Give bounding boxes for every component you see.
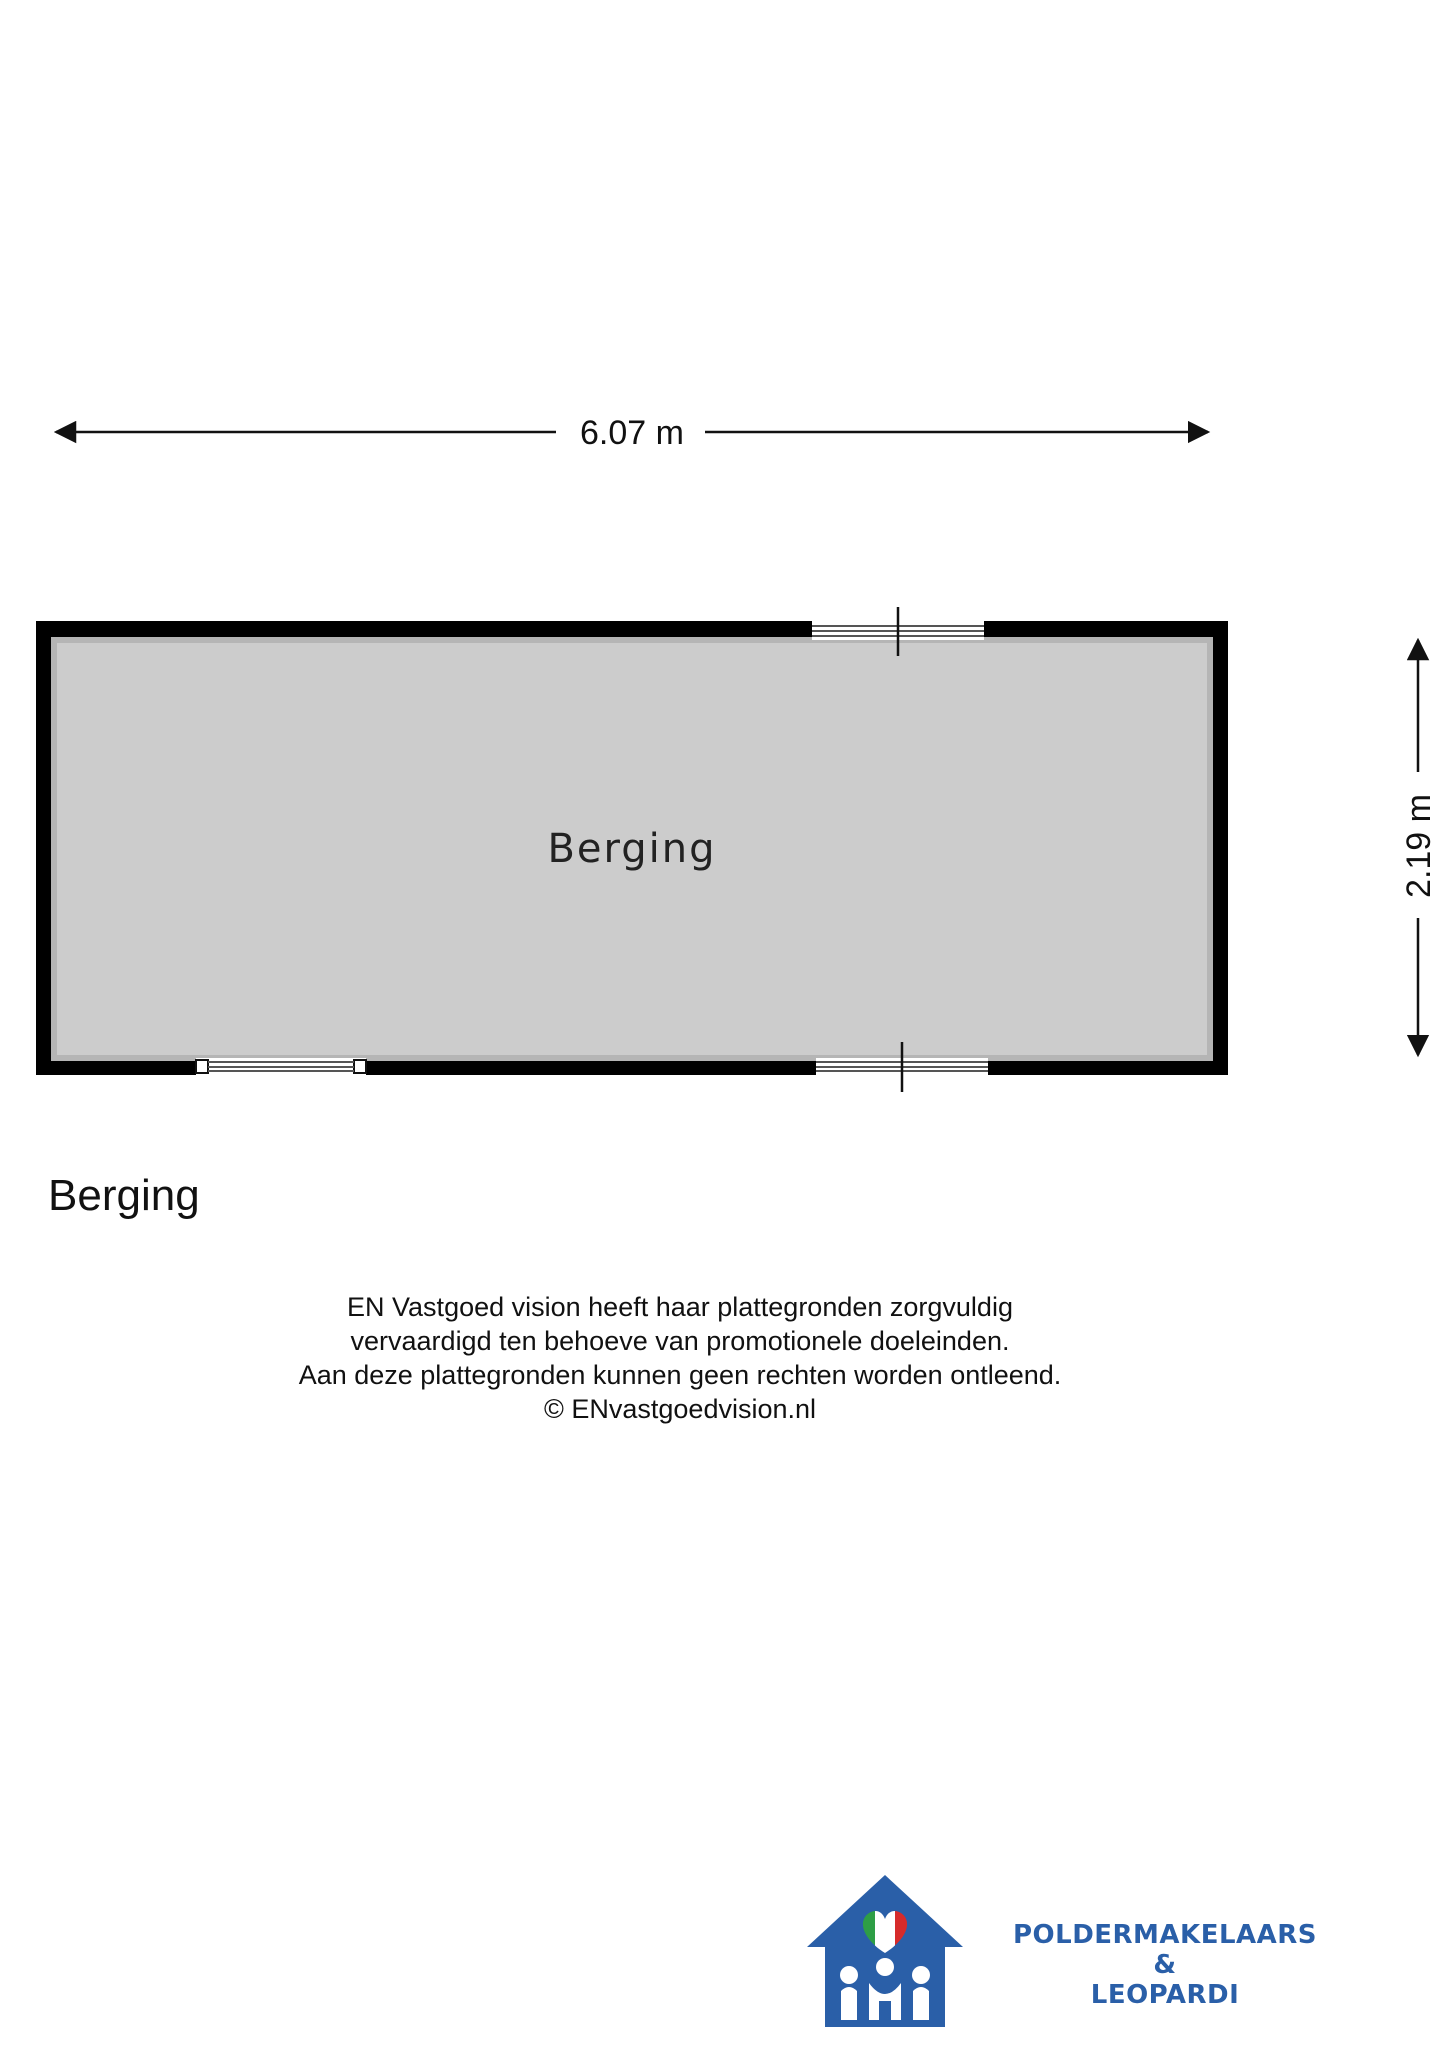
width-dimension xyxy=(56,414,1208,452)
brand-line-1: POLDERMAKELAARS xyxy=(1012,1920,1318,1950)
disclaimer-line: Aan deze plattegronden kunnen geen rechten worden ontleend. xyxy=(298,1360,1062,1390)
disclaimer-line: EN Vastgoed vision heeft haar plattegronden zorgvuldig xyxy=(347,1292,1013,1322)
disclaimer-line: vervaardigd ten behoeve van promotionele doeleinden. xyxy=(350,1326,1010,1356)
width-dimension-label: 6.07 m xyxy=(580,414,684,452)
depth-dimension xyxy=(1400,640,1438,1055)
brand-name xyxy=(1000,1920,1330,2010)
house-with-heart-icon xyxy=(785,1855,985,2035)
room-label: Berging xyxy=(547,826,717,872)
brand-logo xyxy=(785,1855,1425,2035)
window-bottom-left xyxy=(196,1058,366,1075)
brand-line-3: LEOPARDI xyxy=(1090,1980,1240,2010)
copyright-line: © ENvastgoedvision.nl xyxy=(543,1394,817,1424)
depth-dimension-label: 2.19 m xyxy=(1400,794,1438,898)
brand-line-2: & xyxy=(1153,1950,1177,1980)
floor-title: Berging xyxy=(48,1171,200,1220)
disclaimer xyxy=(200,1290,1160,1426)
